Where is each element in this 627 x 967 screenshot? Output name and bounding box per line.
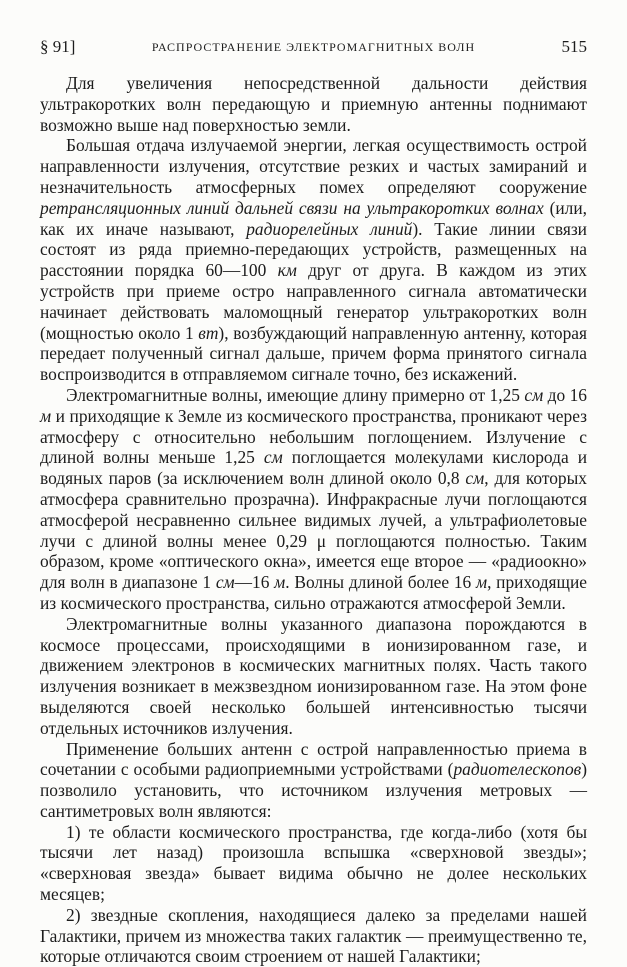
- list-item: [40, 905, 587, 967]
- text-run: друг от друга. В каждом из этих устройств при приеме остро направленного сигнала автоматически начинает действовать маломощный генератор ультракоротких волн (мощностью около 1: [40, 260, 587, 343]
- italic-run: км: [277, 260, 297, 281]
- text-run: Электромагнитные волны, имеющие длину примерно от 1,25: [66, 384, 525, 405]
- text-run: , приходящие из космического пространства, сильно отражаются атмосферой Земли.: [40, 572, 587, 613]
- text-run: ), возбуждающий направленную антенну, которая передает полученный сигнал дальше, причем форма принятого сигнала воспроизводится в отправляемом сигнале точно, без искажений.: [40, 322, 587, 385]
- text-run: Электромагнитные волны указанного диапазона порождаются в космосе процессами, происходящими в ионизированном газе, и движением электронов в космических магнитных полях. Часть такого излучения возникает в межзвездном ионизированном газе. На этом фоне выделяются своей несколько большей интенсивностью тысячи отдельных источников излучения.: [40, 613, 587, 738]
- list-item: [40, 822, 587, 905]
- text-run: —16: [234, 572, 275, 593]
- page-body: [40, 73, 587, 967]
- paragraph: [40, 739, 587, 822]
- italic-run: м: [475, 572, 488, 593]
- text-run: Для увеличения непосредственной дальности действия ультракоротких волн передающую и приемную антенны поднимают возможно выше над поверхностью земли.: [40, 73, 587, 135]
- italic-run: радиотелескопов: [453, 759, 582, 780]
- paragraph: [40, 614, 587, 739]
- paragraph: [40, 73, 587, 135]
- italic-run: вт: [198, 322, 219, 343]
- italic-run: ретрансляционных линий дальней связи на ультракоротких волнах: [40, 197, 544, 218]
- text-run: поглощается молекулами кислорода и водяных паров (за исключением волн длиной около 0,8: [40, 447, 588, 489]
- text-run: (или, как их иначе называют,: [40, 197, 588, 239]
- section-reference: § 91]: [40, 37, 76, 56]
- italic-run: радиорелейных линий: [246, 218, 413, 239]
- italic-run: см: [215, 572, 235, 593]
- page-number: 515: [561, 37, 587, 56]
- text-run: и приходящие к Земле из космического пространства, проникают через атмосферу с относительно небольшим поглощением. Излучение с длиной волны меньше 1,25: [40, 405, 587, 468]
- italic-run: см: [524, 384, 544, 405]
- text-run: до 16: [543, 384, 587, 405]
- italic-run: м: [274, 572, 286, 593]
- paragraph: [40, 385, 587, 614]
- running-header: [40, 37, 587, 59]
- text-run: Применение больших антенн с острой направленностью приема в сочетании с особыми радиоприемными устройствами (: [40, 738, 587, 780]
- text-run: ) позволило установить, что источником излучения метровых — сантиметровых волн являются:: [40, 759, 587, 821]
- italic-run: см: [263, 447, 283, 468]
- text-run: 2) звездные скопления, находящиеся далеко за пределами нашей Галактики, причем из множества таких галактик — преимущественно те, которые отличаются своим строением от нашей Галактики;: [40, 904, 587, 967]
- italic-run: см: [465, 468, 485, 489]
- running-title: РАСПРОСТРАНЕНИЕ ЭЛЕКТРОМАГНИТНЫХ ВОЛН: [151, 40, 476, 54]
- paragraph: [40, 135, 587, 385]
- text-run: , для которых атмосфера сравнительно прозрачна). Инфракрасные лучи поглощаются атмосферой несравненно сильнее видимых лучей, а ультрафиолетовые лучи с длиной волны менее 0,29 μ поглощаются полностью. Таким образом, кроме «оптического окна», имеется еще второе — «радиоокно» для волн в диапазоне 1: [40, 468, 587, 593]
- italic-run: м: [40, 405, 52, 426]
- text-run: 1) те области космического пространства, где когда-либо (хотя бы тысячи лет назад) произошла вспышка «сверхновой звезды»; «сверхновая звезда» бывает видима обычно не долее нескольких месяцев;: [40, 821, 587, 905]
- text-run: ). Такие линии связи состоят из ряда приемно-передающих устройств, размещенных на расстоянии порядка 60—100: [40, 218, 587, 281]
- text-run: Большая отдача излучаемой энергии, легкая осуществимость острой направленности излучения, отсутствие резких и частых замираний и незначительность атмосферных помех определяют сооружение: [40, 135, 587, 197]
- text-run: . Волны длиной более 16: [285, 572, 476, 593]
